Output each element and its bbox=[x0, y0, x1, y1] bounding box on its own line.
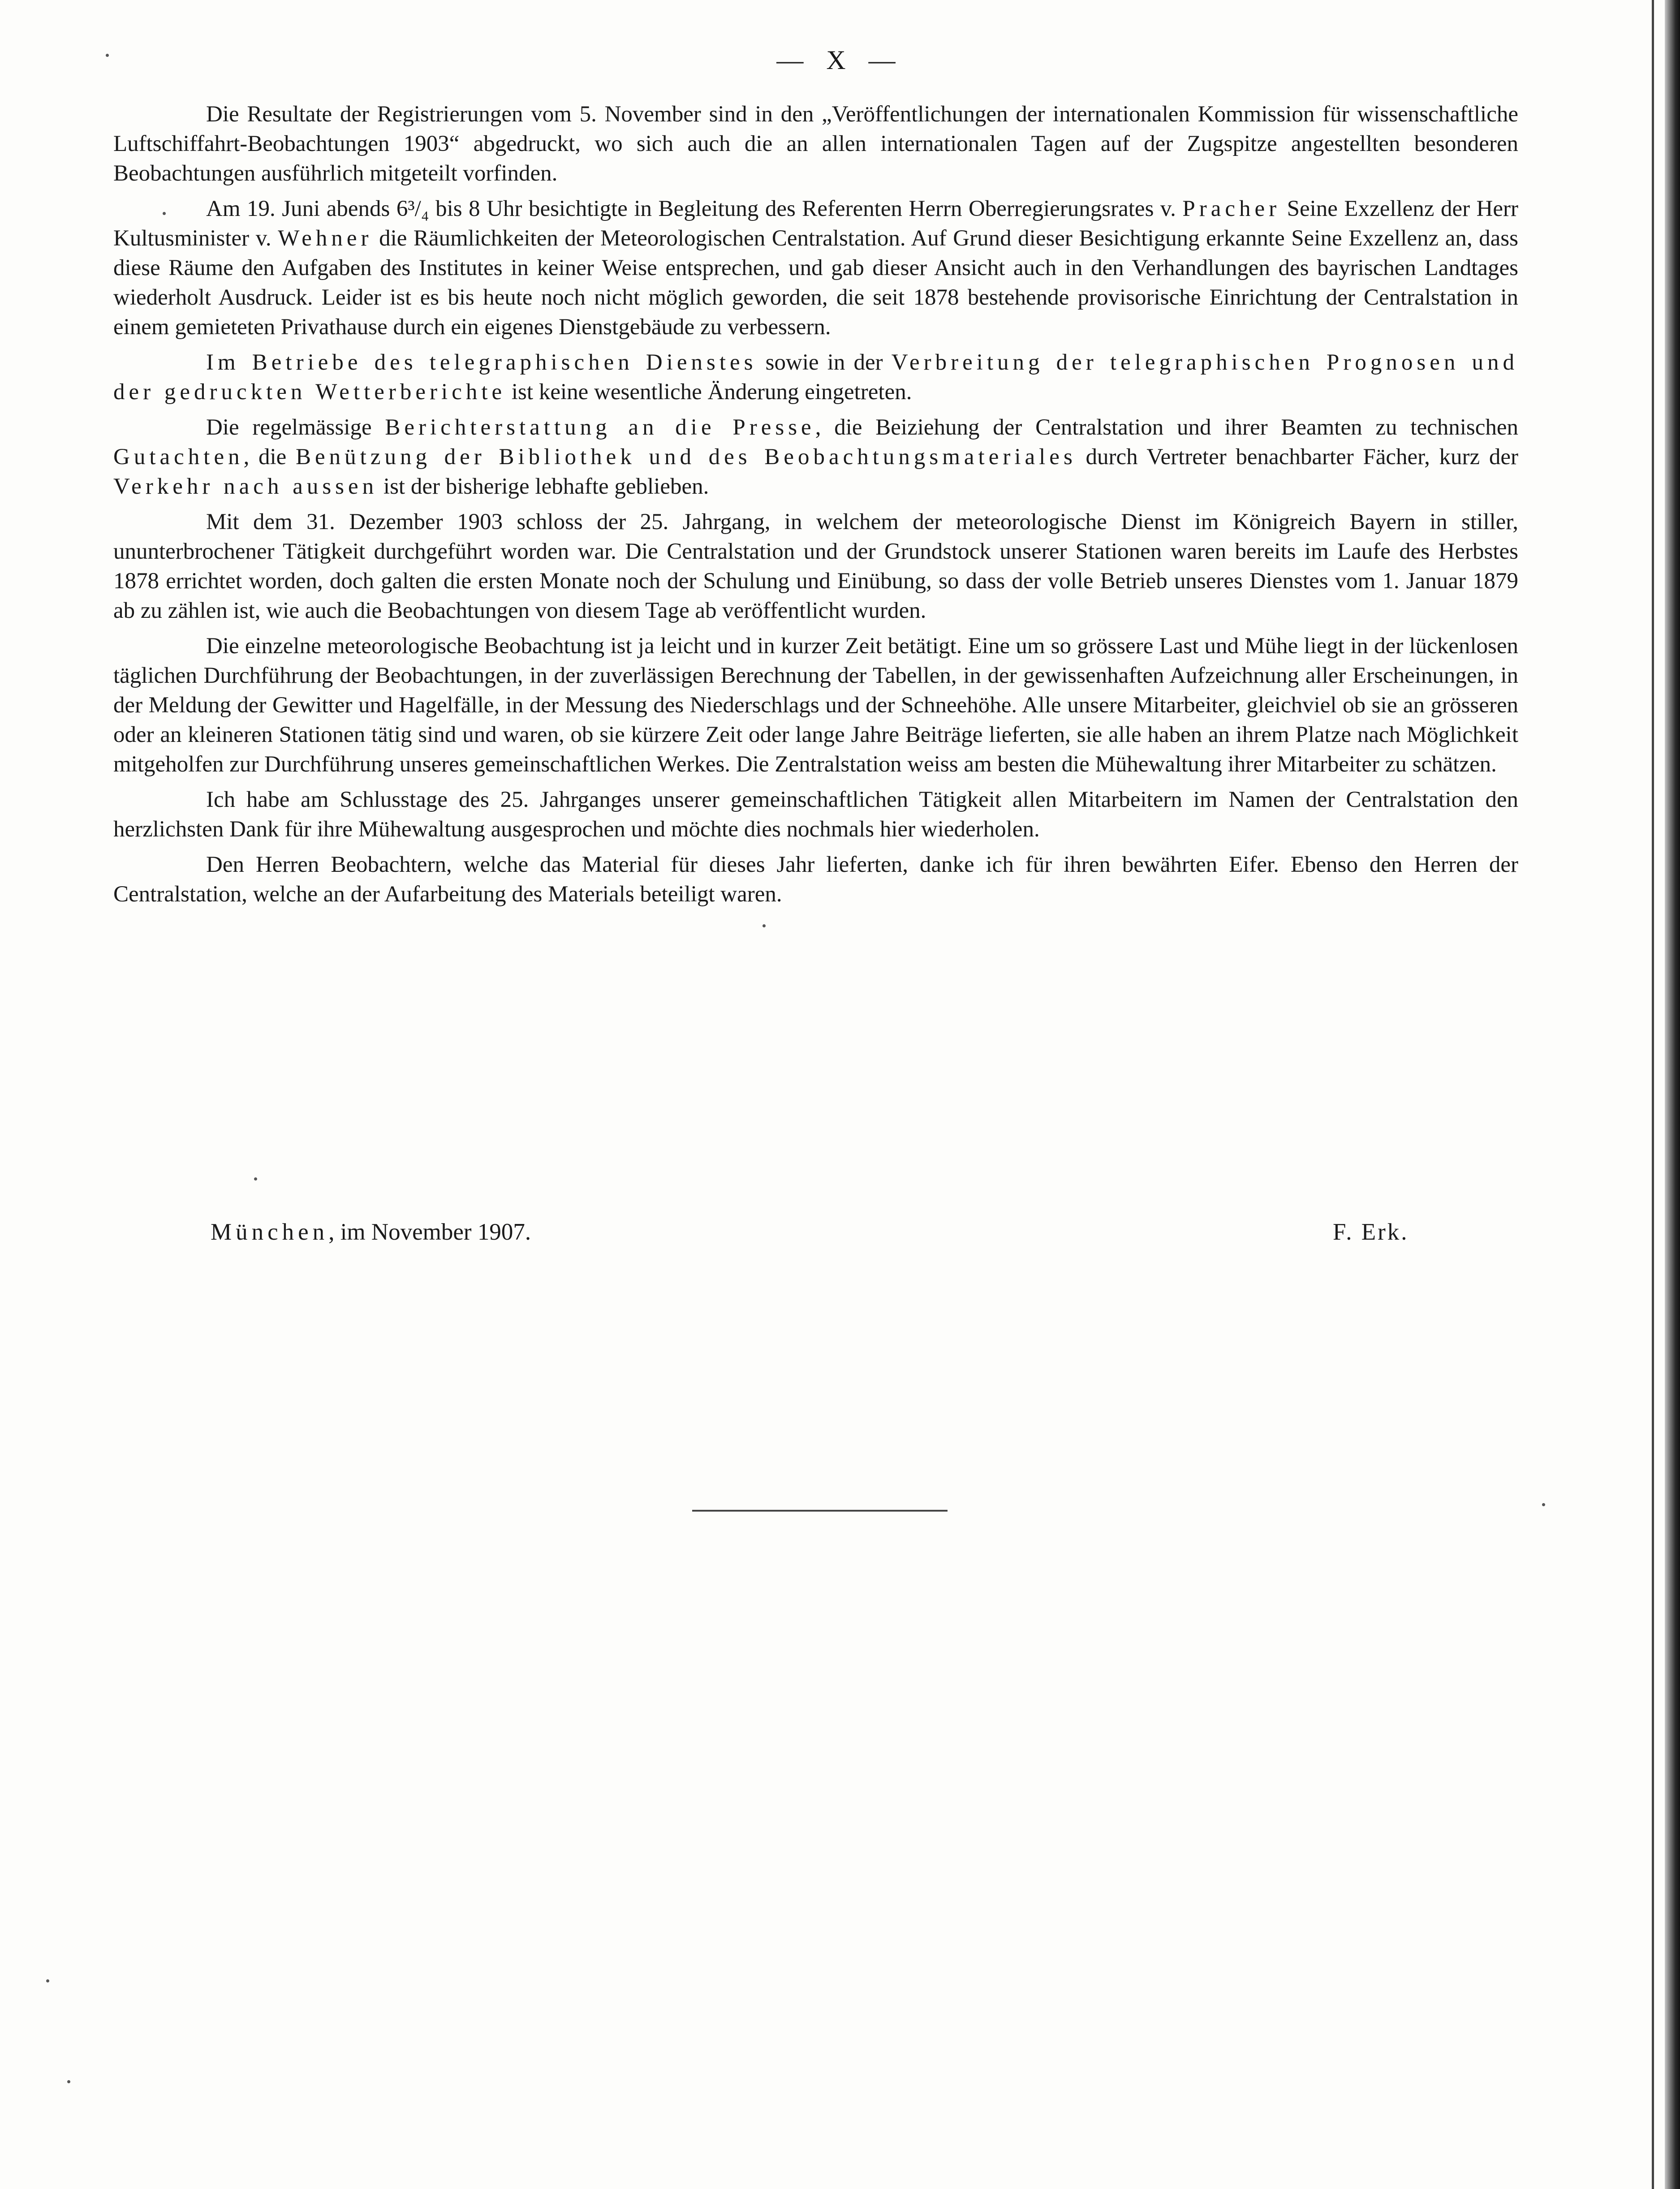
press-text-3: , die bbox=[243, 444, 296, 470]
paragraph-acknowledgement: Den Herren Beobachtern, welche das Material für dieses Jahr lieferten, danke ich für ihren bewährten Eifer. Ebenso den Herren der Centralstation, welche an der Aufarbeitung des Materials beteiligt waren. bbox=[113, 852, 1518, 907]
name-pracher: Pracher bbox=[1182, 196, 1281, 221]
inspection-text-1: Am 19. Juni abends 6³/₄ bis 8 Uhr besichtigte in Begleitung des Referenten Herrn Oberregierungsrates v. bbox=[206, 196, 1183, 221]
print-speck bbox=[46, 1979, 49, 1982]
press-heading: Berichterstattung an die Presse bbox=[385, 415, 815, 440]
print-speck bbox=[254, 1177, 257, 1181]
binding-edge bbox=[1665, 0, 1680, 2189]
telegraph-text-2: ist keine wesentliche Änderung eingetreten. bbox=[506, 379, 912, 405]
telegraph-text-1: sowie in der bbox=[757, 350, 892, 375]
paragraph-telegraph bbox=[113, 348, 1518, 407]
signature-date: , im November 1907. bbox=[328, 1219, 531, 1245]
press-text-1: Die regelmässige bbox=[206, 415, 385, 440]
forecast-heading: Verbreitung der telegraphischen Prognosen und der gedruckten Wetterberichte bbox=[113, 350, 1519, 405]
binding-shadow-line bbox=[1652, 0, 1654, 2189]
paragraph-anniversary: Mit dem 31. Dezember 1903 schloss der 25. Jahrgang, in welchem der meteorologische Dienst im Königreich Bayern in stiller, ununterbrochener Tätigkeit durchgeführt worden war. Die Centralstation und der Grundstock unserer Stationen waren bereits im Laufe des Herbstes 1878 errichtet worden, doch galten die ersten Monate noch der Schulung und Einübung, so dass der volle Betrieb unseres Dienstes vom 1. Januar 1879 ab zu zählen ist, wie auch die Beobachtungen von diesem Tage ab veröffentlicht wurden. bbox=[113, 509, 1518, 623]
body-text bbox=[113, 99, 1518, 915]
telegraph-heading: Im Betriebe des telegraphischen Dienstes bbox=[206, 350, 757, 375]
paragraph-observers: Die einzelne meteorologische Beobachtung ist ja leicht und in kurzer Zeit betätigt. Eine um so grössere Last und Mühe liegt in der lückenlosen täglichen Durchführung der Beobachtungen, in der zuverlässigen Berechnung der Tabellen, in der gewissenhaften Aufzeichnung aller Erscheinungen, in der Meldung der Gewitter und Hagelfälle, in der Messung des Niederschlags und der Schneehöhe. Alle unsere Mitarbeiter, gleichviel ob sie an grösseren oder an kleineren Stationen tätig sind und waren, ob sie kürzere Zeit oder lange Jahre Beiträge lieferten, sie alle haben an ihrem Platze nach Möglichkeit mitgeholfen zur Durchführung unseres gemeinschaftlichen Werkes. Die Zentralstation weiss am besten die Mühewaltung ihrer Mitarbeiter zu schätzen. bbox=[113, 633, 1518, 777]
paragraph-registrations: Die Resultate der Registrierungen vom 5. November sind in den „Veröffentlichungen der internationalen Kommission für wissenschaftliche Luftschiffahrt-Beobachtungen 1903“ abgedruckt, wo sich auch die an allen internationalen Tagen auf der Zugspitze angestellten besonderen Beobachtungen ausführlich mitgeteilt vorfinden. bbox=[113, 102, 1518, 186]
page-number: — X — bbox=[776, 45, 904, 75]
press-text-5: ist der bisherige lebhafte geblieben. bbox=[378, 474, 709, 499]
signature-city: München bbox=[211, 1219, 329, 1245]
end-rule bbox=[692, 1510, 948, 1512]
gutachten-heading: Gutachten bbox=[113, 444, 244, 470]
press-text-2: , die Beiziehung der Centralstation und ihrer Beamten zu technischen bbox=[815, 415, 1519, 440]
signature-author: F. Erk. bbox=[1333, 1219, 1409, 1245]
print-speck bbox=[762, 924, 766, 927]
paragraph-inspection bbox=[113, 194, 1518, 342]
traffic-heading: Verkehr nach aussen bbox=[113, 474, 378, 499]
paragraph-thanks: Ich habe am Schlusstage des 25. Jahrganges unserer gemeinschaftlichen Tätigkeit allen Mitarbeitern im Namen der Centralstation den herzlichsten Dank für ihre Mühewaltung ausgesprochen und möchte dies nochmals hier wiederholen. bbox=[113, 787, 1518, 842]
signature-place-date bbox=[211, 1219, 531, 1245]
name-wehner: Wehner bbox=[278, 226, 373, 251]
inspection-text-2: Seine Exzellenz der Herr Kultusminister v. bbox=[113, 196, 1518, 251]
library-heading: Benützung der Bibliothek und des Beobachtungsmateriales bbox=[296, 444, 1077, 470]
inspection-text-3: die Räumlichkeiten der Meteorologischen Centralstation. Auf Grund dieser Besichtigung erkannte Seine Exzellenz an, dass diese Räume den Aufgaben des Institutes in keiner Weise entsprechen, und gab dieser Ansicht auch in den Verhandlungen des bayrischen Landtages wiederholt Ausdruck. Leider ist es bis heute noch nicht möglich geworden, die seit 1878 bestehende provisorische Einrichtung der Centralstation in einem gemieteten Privathause durch ein eigenes Dienstgebäude zu verbessern. bbox=[113, 226, 1518, 340]
print-speck bbox=[1542, 1503, 1545, 1506]
print-speck bbox=[106, 54, 109, 57]
print-speck bbox=[67, 2080, 70, 2083]
print-speck bbox=[163, 212, 166, 215]
press-text-4: durch Vertreter benachbarter Fächer, kurz der bbox=[1076, 444, 1518, 470]
paragraph-press bbox=[113, 413, 1518, 501]
